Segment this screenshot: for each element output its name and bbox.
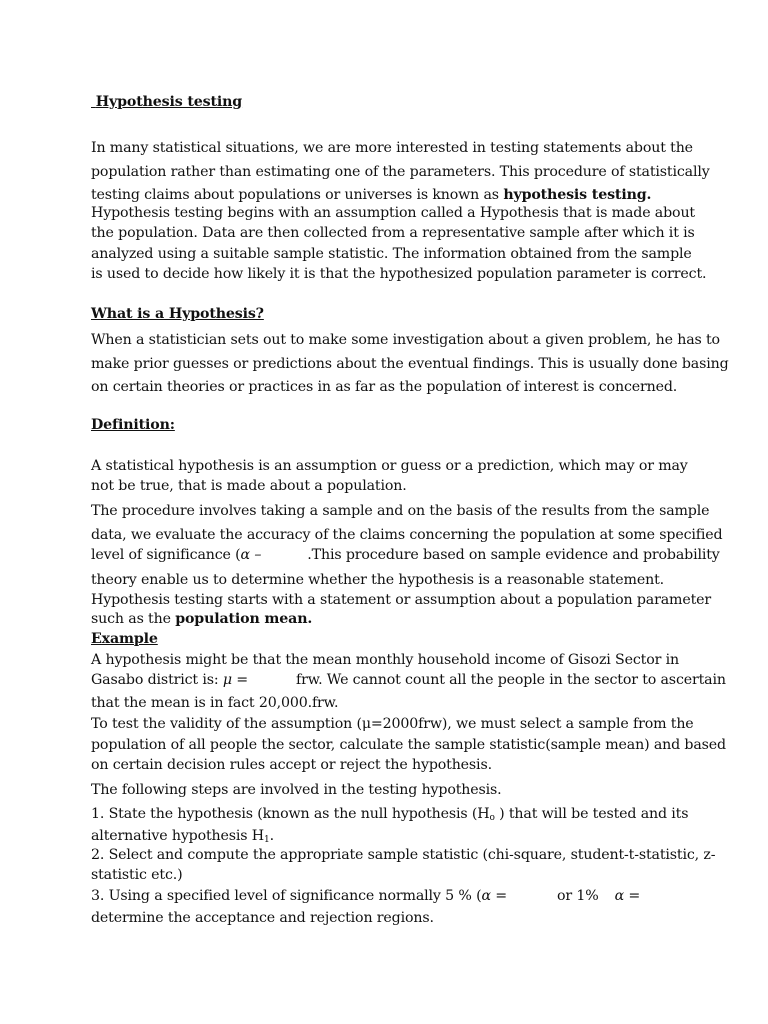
step-3-mid: or 1% [557, 888, 599, 904]
definition-line-3: The procedure involves taking a sample and on the basis of the results from the sample [91, 503, 710, 519]
what-line-2: make prior guesses or predictions about the eventual findings. This is usually done basing [91, 356, 729, 372]
step-2-line-1: 2. Select and compute the appropriate sample statistic (chi-square, student-t-statistic, z- [91, 847, 716, 863]
definition-line-5-rest: .This procedure based on sample evidence and probability [307, 547, 720, 563]
example-line-2-rest: frw. We cannot count all the people in the sector to ascertain [296, 672, 726, 688]
page-title [91, 92, 679, 112]
definition-line-2: not be true, that is made about a population. [91, 478, 407, 494]
definition-line-6: theory enable us to determine whether the hypothesis is a reasonable statement. [91, 572, 665, 588]
step-1-text: 1. State the hypothesis (known as the null hypothesis (H [91, 806, 490, 822]
intro-line-3-text: testing claims about populations or universes is known as [91, 187, 504, 203]
step-1-rest: ) that will be tested and its [494, 806, 689, 822]
intro-line-4: Hypothesis testing begins with an assumption called a Hypothesis that is made about [91, 205, 695, 221]
definition-line-8 [91, 609, 679, 629]
definition-line-4: data, we evaluate the accuracy of the claims concerning the population at some specified [91, 527, 723, 543]
mu-symbol: μ = [222, 672, 249, 688]
step-1-alt-text: alternative hypothesis H [91, 828, 265, 844]
example-line-2 [91, 670, 726, 690]
definition-heading: Definition: [91, 417, 175, 433]
step-1-period: . [269, 828, 274, 844]
alpha-symbol: α – [240, 547, 262, 563]
example-heading: Example [91, 631, 158, 647]
definition-line-8-text: such as the [91, 611, 176, 627]
null-subscript: o [489, 813, 495, 823]
example-line-7: The following steps are involved in the testing hypothesis. [91, 782, 502, 798]
step-3-line-1 [91, 886, 679, 906]
example-line-1: A hypothesis might be that the mean monthly household income of Gisozi Sector in [91, 652, 679, 668]
page-title-text: Hypothesis testing [95, 94, 243, 110]
step-2-line-2: statistic etc.) [91, 867, 183, 883]
definition-line-5 [91, 545, 720, 565]
definition-line-1: A statistical hypothesis is an assumption or guess or a prediction, which may or may [91, 458, 688, 474]
example-line-3: that the mean is in fact 20,000.frw. [91, 695, 339, 711]
intro-line-6: analyzed using a suitable sample statistic. The information obtained from the sample [91, 246, 692, 262]
example-line-5: population of all people the sector, calculate the sample statistic(sample mean) and based [91, 737, 726, 753]
example-line-6: on certain decision rules accept or reject the hypothesis. [91, 757, 492, 773]
intro-line-1: In many statistical situations, we are more interested in testing statements about the [91, 140, 693, 156]
hypothesis-testing-term: hypothesis testing. [503, 187, 652, 203]
step-1-line-1 [91, 804, 689, 824]
intro-line-3 [91, 185, 679, 205]
definition-line-7: Hypothesis testing starts with a statement or assumption about a population parameter [91, 592, 712, 608]
population-mean-term: population mean. [175, 611, 313, 627]
definition-line-5-text: level of significance ( [91, 547, 241, 563]
step-3-line-2: determine the acceptance and rejection regions. [91, 910, 434, 926]
example-line-2-text: Gasabo district is: [91, 672, 223, 688]
alpha-symbol-1: α = [481, 888, 508, 904]
alt-subscript: 1 [264, 835, 270, 845]
what-heading: What is a Hypothesis? [91, 306, 264, 322]
alpha-symbol-2: α = [614, 888, 641, 904]
intro-line-5: the population. Data are then collected from a representative sample after which it is [91, 225, 695, 241]
intro-line-2: population rather than estimating one of the parameters. This procedure of statistically [91, 164, 710, 180]
intro-line-7: is used to decide how likely it is that the hypothesized population parameter is correct. [91, 266, 707, 282]
step-3-text: 3. Using a specified level of significance normally 5 % ( [91, 888, 482, 904]
step-1-line-2 [91, 826, 679, 846]
what-line-1: When a statistician sets out to make some investigation about a given problem, he has to [91, 332, 720, 348]
what-line-3: on certain theories or practices in as far as the population of interest is concerned. [91, 379, 678, 395]
example-line-4: To test the validity of the assumption (μ=2000frw), we must select a sample from the [91, 716, 694, 732]
